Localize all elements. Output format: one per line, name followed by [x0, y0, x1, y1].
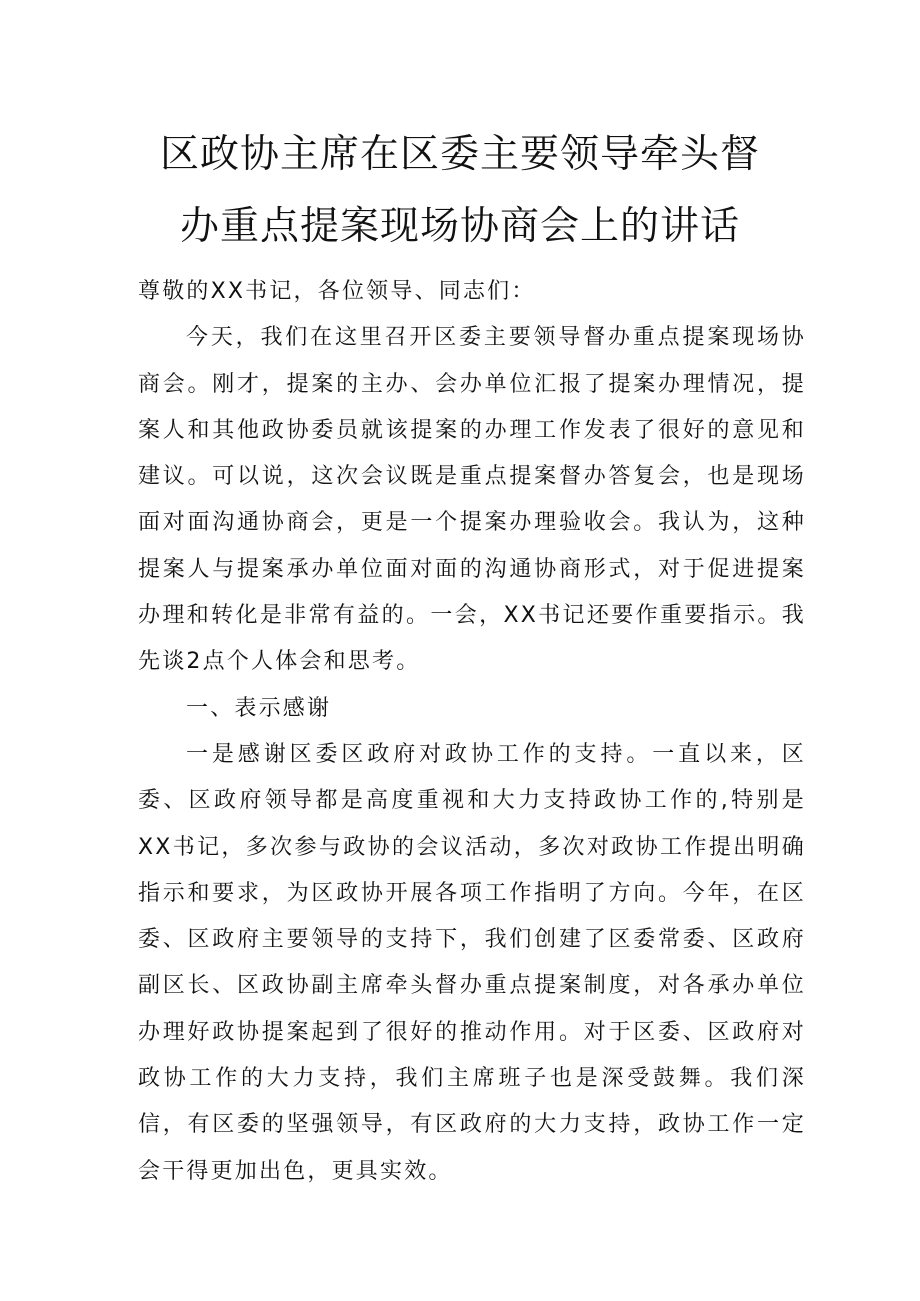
- document-title-line-2: 办重点提案现场协商会上的讲话: [179, 204, 740, 249]
- paragraph-thanks: 一是感谢区委区政府对政协工作的支持。一直以来，区委、区政府领导都是高度重视和大力支持政协工作的,特别是XX书记，多次参与政协的会议活动，多次对政协工作提出明确指示和要求，为区政协开展各项工作指明了方向。今年，在区委、区政府主要领导的支持下，我们创建了区委常委、区政府副区长、区政协副主席牵头督办重点提案制度，对各承办单位办理好政协提案起到了很好的推动作用。对于区委、区政府对政协工作的大力支持，我们主席班子也是深受鼓舞。我们深信，有区委的坚强领导，有区政府的大力支持，政协工作一定会干得更加出色，更具实效。: [138, 741, 806, 1184]
- salutation: 尊敬的XX书记，各位领导、同志们：: [138, 279, 536, 304]
- document-body: [138, 269, 806, 1195]
- document-title-line-1: 区政协主席在区委主要领导牵头督: [159, 132, 760, 177]
- section-heading: 一、表示感谢: [186, 695, 332, 721]
- paragraph-opening: 今天，我们在这里召开区委主要领导督办重点提案现场协商会。刚才，提案的主办、会办单位汇报了提案办理情况，提案人和其他政协委员就该提案的办理工作发表了很好的意见和建议。可以说，这次会议既是重点提案督办答复会，也是现场面对面沟通协商会，更是一个提案办理验收会。我认为，这种提案人与提案承办单位面对面的沟通协商形式，对于促进提案办理和转化是非常有益的。一会，XX书记还要作重要指示。我先谈2点个人体会和思考。: [138, 325, 806, 675]
